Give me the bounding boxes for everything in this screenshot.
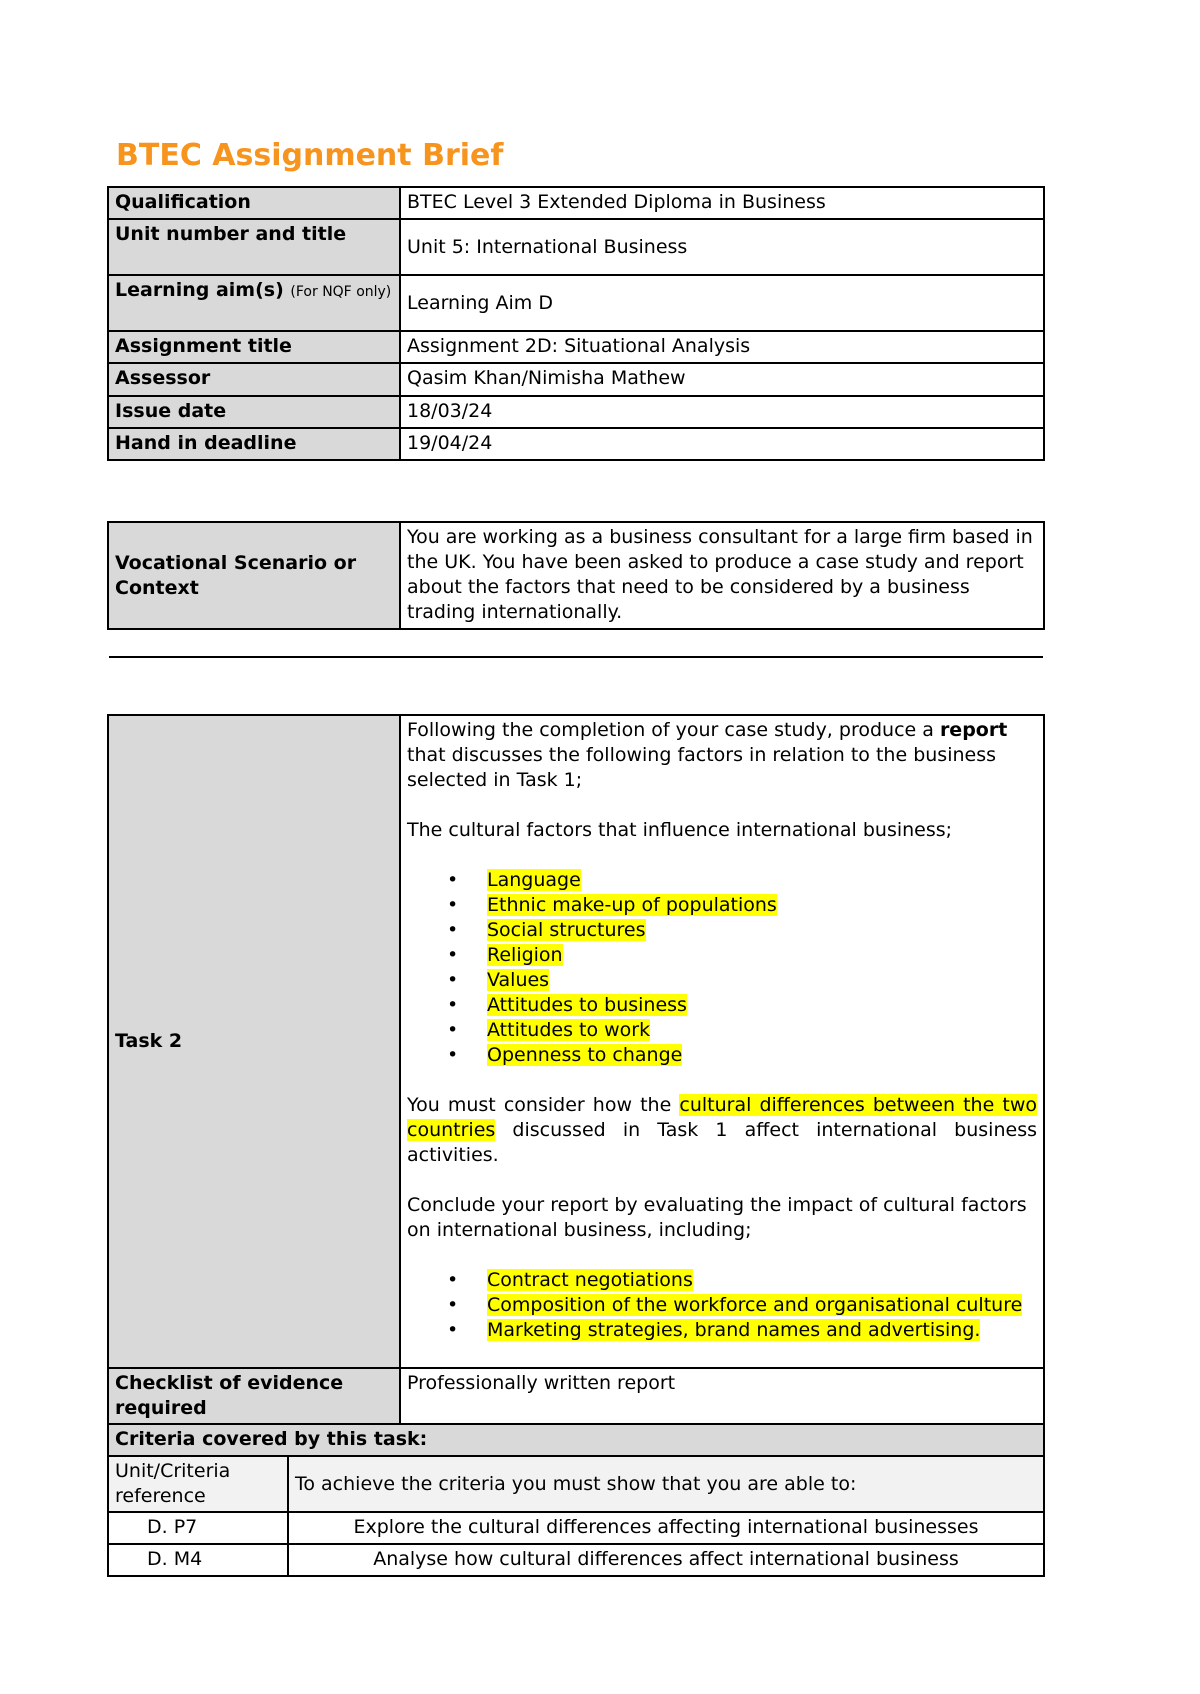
- list-item-text: Social structures: [487, 919, 646, 941]
- assignment-value: Assignment 2D: Situational Analysis: [400, 331, 1044, 363]
- cultural-factors-list: [407, 868, 1037, 1068]
- document-title: BTEC Assignment Brief: [116, 138, 504, 173]
- consider-highlight: cultural differences between the two countries: [407, 1094, 1037, 1141]
- bullet-icon: •: [447, 969, 459, 991]
- learning-aim-value: Learning Aim D: [400, 275, 1044, 331]
- task-intro: [407, 718, 1037, 793]
- deadline-label: Hand in deadline: [108, 428, 400, 460]
- bullet-icon: •: [447, 994, 459, 1016]
- assessor-value: Qasim Khan/Nimisha Mathew: [400, 363, 1044, 396]
- cultural-heading: The cultural factors that influence international business;: [407, 819, 953, 841]
- list-item-text: Values: [487, 969, 550, 991]
- list-item: [447, 918, 1037, 943]
- list-item: [447, 1293, 1037, 1318]
- task-intro-text: Following the completion of your case study, produce a: [407, 719, 940, 741]
- task-description: [400, 715, 1044, 1368]
- learning-aim-note: (For NQF only): [290, 284, 392, 300]
- task-row: [108, 715, 1044, 1368]
- scenario-label: Vocational Scenario or Context: [108, 522, 400, 629]
- list-item-text: Marketing strategies, brand names and advertising.: [487, 1319, 981, 1341]
- unit-label: Unit number and title: [108, 219, 400, 275]
- learning-aim-label-cell: [108, 275, 400, 331]
- criteria-desc: Analyse how cultural differences affect international business: [288, 1544, 1044, 1576]
- qualification-row: [108, 187, 1044, 219]
- bullet-icon: •: [447, 869, 459, 891]
- issue-date-value: 18/03/24: [400, 396, 1044, 428]
- list-item: [447, 1318, 1037, 1343]
- list-item-text: Contract negotiations: [487, 1269, 693, 1291]
- bullet-icon: •: [447, 1044, 459, 1066]
- section-divider: [109, 656, 1043, 658]
- list-item: [447, 993, 1037, 1018]
- list-item-text: Ethnic make-up of populations: [487, 894, 777, 916]
- list-item-text: Language: [487, 869, 581, 891]
- issue-date-row: [108, 396, 1044, 428]
- list-item: [447, 868, 1037, 893]
- list-item: [447, 1268, 1037, 1293]
- criteria-header-row: [108, 1456, 1044, 1512]
- criteria-heading: Criteria covered by this task:: [108, 1424, 1044, 1456]
- details-table: [107, 186, 1045, 461]
- task-table: [107, 714, 1045, 1577]
- scenario-text: You are working as a business consultant for a large firm based in the UK. You have been asked to produce a case study and report about the factors that need to be considered by a business trading internationally.: [400, 522, 1044, 629]
- assignment-row: [108, 331, 1044, 363]
- assessor-row: [108, 363, 1044, 396]
- consider-paragraph: [407, 1093, 1037, 1168]
- criteria-desc: Explore the cultural differences affecting international businesses: [288, 1512, 1044, 1544]
- list-item: [447, 1018, 1037, 1043]
- criteria-heading-row: [108, 1424, 1044, 1456]
- bullet-icon: •: [447, 894, 459, 916]
- list-item-text: Openness to change: [487, 1044, 683, 1066]
- list-item: [447, 943, 1037, 968]
- qualification-label: Qualification: [108, 187, 400, 219]
- assessor-label: Assessor: [108, 363, 400, 396]
- consider-text: You must consider how the: [407, 1094, 680, 1116]
- unit-value: Unit 5: International Business: [400, 219, 1044, 275]
- assignment-label: Assignment title: [108, 331, 400, 363]
- learning-aim-row: [108, 275, 1044, 331]
- issue-date-label: Issue date: [108, 396, 400, 428]
- list-item-text: Religion: [487, 944, 563, 966]
- checklist-value: Professionally written report: [400, 1368, 1044, 1424]
- list-item: [447, 893, 1037, 918]
- table-row: [108, 1544, 1044, 1576]
- task-label: Task 2: [108, 715, 400, 1368]
- checklist-row: [108, 1368, 1044, 1424]
- bullet-icon: •: [447, 944, 459, 966]
- qualification-value: BTEC Level 3 Extended Diploma in Business: [400, 187, 1044, 219]
- criteria-ref: D. P7: [108, 1512, 288, 1544]
- checklist-label: Checklist of evidence required: [108, 1368, 400, 1424]
- bullet-icon: •: [447, 1319, 459, 1341]
- bullet-icon: •: [447, 919, 459, 941]
- unit-row: [108, 219, 1044, 275]
- list-item: [447, 968, 1037, 993]
- bullet-icon: •: [447, 1294, 459, 1316]
- conclude-paragraph: Conclude your report by evaluating the impact of cultural factors on international business, including;: [407, 1194, 1027, 1241]
- table-row: [108, 1512, 1044, 1544]
- impact-areas-list: [407, 1268, 1037, 1343]
- criteria-ref: D. M4: [108, 1544, 288, 1576]
- deadline-value: 19/04/24: [400, 428, 1044, 460]
- criteria-ref-header: Unit/Criteria reference: [108, 1456, 288, 1512]
- list-item-text: Composition of the workforce and organisational culture: [487, 1294, 1023, 1316]
- task-intro-bold: report: [939, 719, 1008, 741]
- criteria-desc-header: To achieve the criteria you must show that you are able to:: [288, 1456, 1044, 1512]
- bullet-icon: •: [447, 1019, 459, 1041]
- list-item-text: Attitudes to business: [487, 994, 687, 1016]
- bullet-icon: •: [447, 1269, 459, 1291]
- scenario-table: [107, 521, 1045, 630]
- learning-aim-label: Learning aim(s): [115, 279, 284, 301]
- list-item: [447, 1043, 1037, 1068]
- consider-rest: discussed in Task 1 affect international business activities.: [407, 1119, 1037, 1166]
- list-item-text: Attitudes to work: [487, 1019, 651, 1041]
- deadline-row: [108, 428, 1044, 460]
- task-intro-rest: that discusses the following factors in relation to the business selected in Task 1;: [407, 744, 996, 791]
- scenario-row: [108, 522, 1044, 629]
